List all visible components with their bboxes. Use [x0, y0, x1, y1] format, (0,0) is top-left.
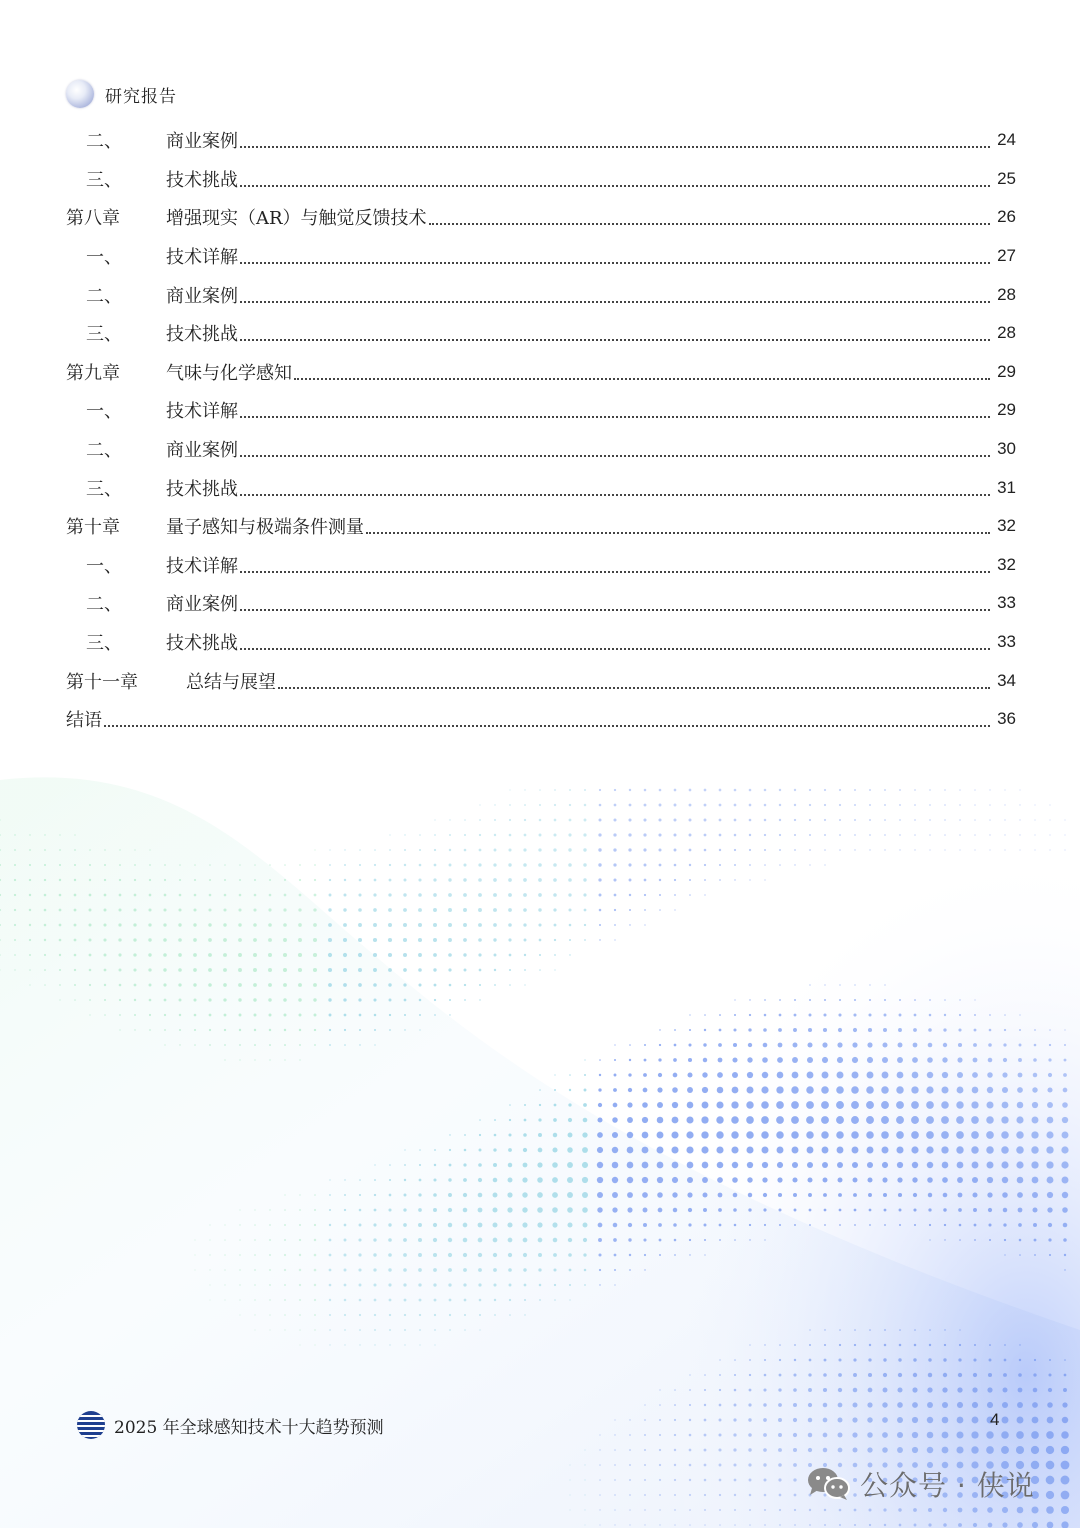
toc-entry-number: 二、 [86, 440, 122, 462]
toc-entry-title: 技术挑战 [166, 633, 238, 655]
toc-entry-number: 二、 [86, 285, 122, 307]
toc-entry[interactable] [66, 391, 1016, 430]
toc-entry-page: 28 [997, 284, 1016, 304]
toc-entry-page: 25 [997, 168, 1016, 188]
toc-entry[interactable] [66, 314, 1016, 353]
toc-dot-leader [240, 416, 990, 418]
toc-dot-leader [240, 648, 990, 650]
wechat-icon [806, 1466, 852, 1502]
toc-entry-title: 气味与化学感知 [166, 362, 292, 384]
toc-entry-title: 增强现实（AR）与触觉反馈技术 [166, 208, 427, 230]
toc-entry-page: 32 [997, 554, 1016, 574]
toc-entry-title: 总结与展望 [186, 671, 276, 693]
toc-dot-leader [294, 378, 990, 380]
header-title: 研究报告 [105, 86, 177, 107]
toc-entry-number: 二、 [86, 594, 122, 616]
toc-dot-leader [240, 494, 990, 496]
toc-entry-number: 三、 [86, 633, 122, 655]
globe-logo-icon [76, 1410, 106, 1440]
toc-entry-page: 33 [997, 632, 1016, 652]
toc-dot-leader [366, 532, 990, 534]
toc-entry[interactable] [66, 198, 1016, 237]
toc-entry-title: 商业案例 [166, 131, 238, 153]
toc-entry[interactable] [66, 237, 1016, 276]
toc-entry-page: 33 [997, 593, 1016, 613]
wechat-watermark [806, 1464, 1035, 1504]
toc-entry[interactable] [66, 661, 1016, 700]
toc-entry-page: 24 [997, 130, 1016, 150]
toc-entry[interactable] [66, 160, 1016, 199]
toc-dot-leader [240, 609, 990, 611]
toc-dot-leader [240, 455, 990, 457]
toc-entry-page: 36 [997, 709, 1016, 729]
toc-entry[interactable] [66, 430, 1016, 469]
toc-entry-number: 一、 [86, 247, 122, 269]
toc-entry-number: 第十章 [66, 517, 120, 539]
toc-dot-leader [429, 223, 990, 225]
toc-entry-number: 三、 [86, 324, 122, 346]
toc-entry-title: 技术挑战 [166, 169, 238, 191]
footer-report-title: 2025 年全球感知技术十大趋势预测 [114, 1417, 384, 1438]
toc-dot-leader [240, 146, 990, 148]
toc-entry[interactable] [66, 623, 1016, 662]
toc-entry-number: 第十一章 [66, 671, 138, 693]
toc-dot-leader [240, 185, 990, 187]
toc-entry-title: 商业案例 [166, 594, 238, 616]
toc-entry-page: 27 [997, 246, 1016, 266]
toc-entry[interactable] [66, 121, 1016, 160]
toc-entry[interactable] [66, 275, 1016, 314]
toc-entry-title: 技术挑战 [166, 478, 238, 500]
toc-entry[interactable] [66, 584, 1016, 623]
toc-dot-leader [240, 571, 990, 573]
table-of-contents [66, 121, 1016, 739]
toc-dot-leader [240, 339, 990, 341]
toc-entry-number: 一、 [86, 555, 122, 577]
page-number: 4 [990, 1410, 1000, 1429]
toc-dot-leader [104, 725, 990, 727]
toc-dot-leader [240, 262, 990, 264]
toc-entry[interactable] [66, 507, 1016, 546]
toc-entry-page: 26 [997, 207, 1016, 227]
toc-entry[interactable] [66, 468, 1016, 507]
toc-entry-title: 结语 [66, 710, 102, 732]
toc-dot-leader [278, 687, 990, 689]
toc-entry-number: 二、 [86, 131, 122, 153]
sphere-logo-icon [66, 80, 94, 108]
toc-entry-title: 商业案例 [166, 285, 238, 307]
toc-entry[interactable] [66, 353, 1016, 392]
toc-entry-number: 第八章 [66, 208, 120, 230]
watermark-text: 公众号 · 侠说 [860, 1469, 1035, 1502]
toc-entry-title: 技术详解 [166, 401, 238, 423]
toc-entry-page: 28 [997, 323, 1016, 343]
toc-entry-title: 技术详解 [166, 555, 238, 577]
toc-entry-page: 29 [997, 361, 1016, 381]
toc-entry-page: 31 [997, 477, 1016, 497]
toc-dot-leader [240, 301, 990, 303]
page-footer [76, 1410, 384, 1440]
report-header [66, 78, 177, 110]
toc-entry[interactable] [66, 700, 1016, 739]
toc-entry-page: 30 [997, 439, 1016, 459]
toc-entry-number: 三、 [86, 478, 122, 500]
toc-entry-title: 技术详解 [166, 247, 238, 269]
toc-entry-title: 量子感知与极端条件测量 [166, 517, 364, 539]
toc-entry-title: 商业案例 [166, 440, 238, 462]
toc-entry-title: 技术挑战 [166, 324, 238, 346]
toc-entry-page: 29 [997, 400, 1016, 420]
toc-entry-number: 三、 [86, 169, 122, 191]
toc-entry[interactable] [66, 546, 1016, 585]
toc-entry-number: 一、 [86, 401, 122, 423]
toc-entry-page: 32 [997, 516, 1016, 536]
toc-entry-page: 34 [997, 670, 1016, 690]
toc-entry-number: 第九章 [66, 362, 120, 384]
